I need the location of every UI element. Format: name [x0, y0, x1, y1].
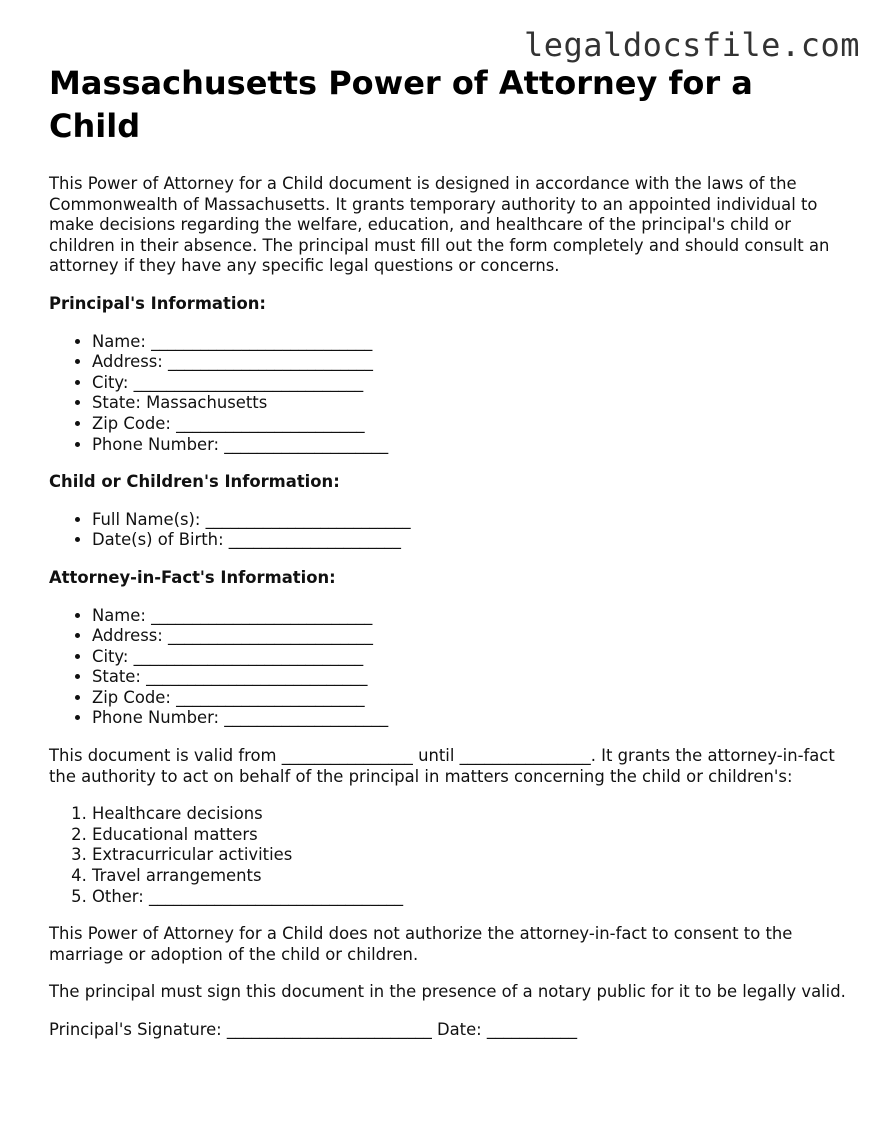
child-dob-field: • Date(s) of Birth: _____________________	[92, 530, 849, 551]
attorney-heading: Attorney-in-Fact's Information:	[49, 567, 336, 587]
attorney-name-field: • Name: ___________________________	[92, 606, 849, 627]
principal-zip-field: • Zip Code: _______________________	[92, 414, 849, 435]
matter-item: 2. Educational matters	[92, 825, 849, 846]
attorney-address-field: • Address: _________________________	[92, 626, 849, 647]
matter-item: 4. Travel arrangements	[92, 866, 849, 887]
attorney-city-field: • City: ____________________________	[92, 647, 849, 668]
principal-phone-field: • Phone Number: ____________________	[92, 435, 849, 456]
notary-paragraph: The principal must sign this document in the presence of a notary public for it to be legally valid.	[49, 982, 846, 1002]
watermark-logo: legaldocsfile.com	[523, 26, 860, 64]
attorney-zip-field: • Zip Code: _______________________	[92, 688, 849, 709]
child-heading: Child or Children's Information:	[49, 472, 340, 492]
principal-city-field: • City: ____________________________	[92, 373, 849, 394]
limitation-paragraph: This Power of Attorney for a Child does not authorize the attorney-in-fact to consent to the marriage or adoption of the child or children.	[49, 924, 793, 964]
principal-name-field: • Name: ___________________________	[92, 332, 849, 353]
principal-address-field: • Address: _________________________	[92, 352, 849, 373]
attorney-phone-field: • Phone Number: ____________________	[92, 708, 849, 729]
principal-state-field: • State: Massachusetts	[92, 393, 849, 414]
principal-fields	[49, 332, 849, 456]
attorney-state-field: • State: ___________________________	[92, 667, 849, 688]
validity-paragraph: This document is valid from ________________ until ________________. It grants the attorney-in-fact the authority to act on behalf of the principal in matters concerning the child or children's:	[49, 746, 835, 786]
matter-item: 5. Other: _______________________________	[92, 887, 849, 908]
document-body	[49, 62, 849, 1058]
document-title: Massachusetts Power of Attorney for a Child	[49, 64, 753, 145]
intro-paragraph: This Power of Attorney for a Child document is designed in accordance with the laws of the Commonwealth of Massachusetts. It grants temporary authority to an appointed individual to make decisions regarding the welfare, education, and healthcare of the principal's child or children in their absence. The principal must fill out the form completely and should consult an attorney if they have any specific legal questions or concerns.	[49, 174, 830, 276]
attorney-fields	[49, 606, 849, 730]
child-fields	[49, 510, 849, 551]
principal-heading: Principal's Information:	[49, 293, 266, 313]
matter-item: 1. Healthcare decisions	[92, 804, 849, 825]
child-name-field: • Full Name(s): _________________________	[92, 510, 849, 531]
signature-line: Principal's Signature: _________________________ Date: ___________	[49, 1020, 578, 1039]
matters-list	[49, 804, 849, 907]
matter-item: 3. Extracurricular activities	[92, 845, 849, 866]
